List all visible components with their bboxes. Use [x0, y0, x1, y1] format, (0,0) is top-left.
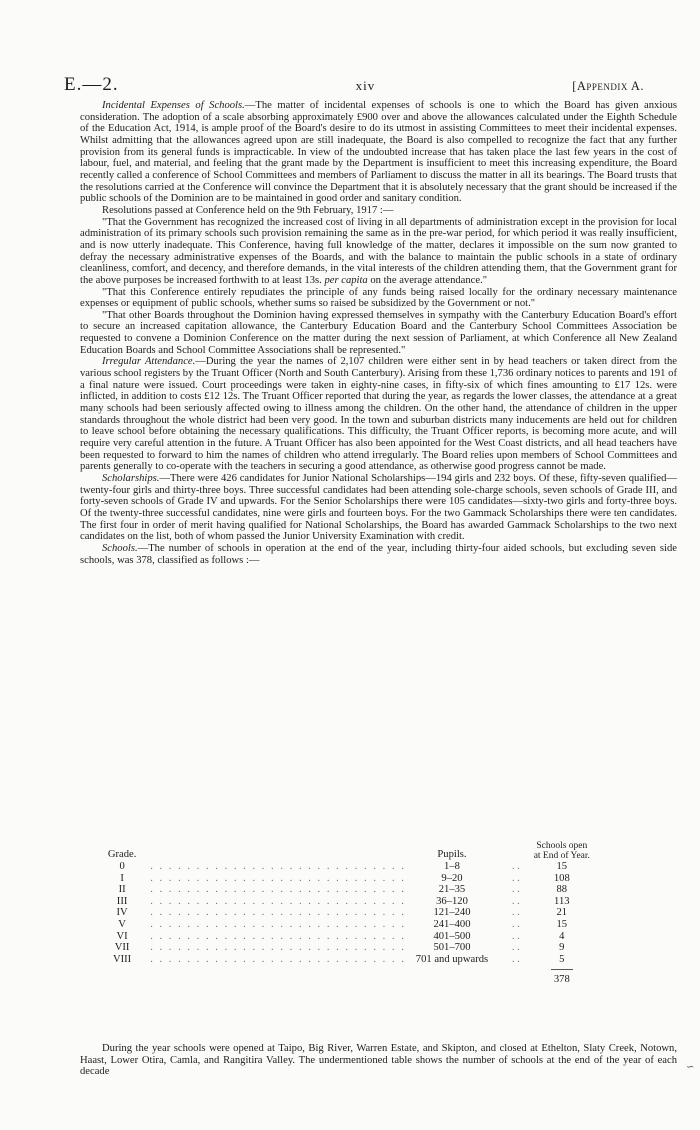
grade-row: [94, 884, 590, 896]
irregular-paragraph: [80, 356, 677, 473]
leader-dots: . . . . . . . . . . . . . . . . . . . . . . . . . . . .: [150, 953, 406, 965]
leader-dots: . . . . . . . . . . . . . . . . . . . . . . . . . . . .: [150, 918, 406, 930]
leader-dots: . .: [511, 884, 520, 896]
pupils-cell: 36–120: [436, 895, 468, 907]
pupils-cell: 1–8: [444, 861, 460, 872]
grade-row: [94, 896, 590, 908]
open-cell: 5: [559, 953, 565, 965]
pupils-cell: 21–35: [438, 884, 466, 896]
grade-cell: I: [120, 872, 124, 884]
pupils-cell: 241–400: [433, 918, 471, 930]
report-body: [80, 100, 677, 566]
report-code: E.—2.: [64, 74, 119, 95]
leader-dots: . . . . . . . . . . . . . . . . . . . . . . . . . . . .: [150, 861, 406, 872]
resolution-2: "That this Conference entirely repudiates the principle of any funds being raised locally for the ordinary necessary maintenance expenses or equipment of public schools, whether sums so raised be subsidized by the Government or not.": [80, 286, 677, 310]
scholarships-text: —There were 426 candidates for Junior National Scholarships—194 girls and 232 boys. Of these, fifty-seven qualified—twenty-four girls and thirty-three boys. Three successful candidates had been attending sole-charge schools, seven schools of Grade III, and forty-seven schools of Grade IV and upwards. For the Senior Scholarships there were 105 candidates—sixty-two girls and forty-three boys. Of the twenty-three successful candidates, nine were girls and fourteen boys. For the two Gammack Scholarships there were ten candidates. The first four in order of merit having qualified for National Scholarships, the Board has awarded Gammack Scholarships to the two next candidates on the list, both of whom passed the Junior University Examination with credit.: [80, 473, 677, 543]
open-cell: 15: [556, 861, 568, 872]
leader-dots: . . . . . . . . . . . . . . . . . . . . . . . . . . . .: [150, 884, 406, 896]
resolution-1: [80, 217, 677, 287]
resolution-1-end: on the average attendance.": [367, 274, 488, 286]
appendix-label: [Appendix A.: [572, 79, 644, 93]
grade-row: [94, 861, 590, 873]
pupils-cell: 9–20: [441, 872, 463, 884]
irregular-text: —During the year the names of 2,107 children were either sent in by head teachers or taken direct from the various school registers by the Truant Officer (North and South Canterbury). Arising from these 1,736 ordinary notices to parents and 191 of a final nature were issued. Court proceedings were taken in eighty-nine cases, in fifty-six of which fines amounting to £17 12s. were inflicted, in addition to costs £12 12s. The Truant Officer reported that during the year, as regards the lower classes, the attendance at a great many schools had been seriously affected owing to illness among the children. On the other hand, the attendance of children in the upper standards throughout the whole district had been very good. In the town and suburban districts many inducements are held out for children to leave school before obtaining the necessary qualifications. This difficulty, the Truant Officer reports, is becoming more acute, and will require very careful attention in the future. A Truant Officer has also been appointed for the West Coast districts, and all head teachers have been requested to forward to him the names of children who attend irregularly. The Board relies upon members of School Committees and parents generally to co-operate with the teachers in securing a good attendance, as otherwise good progress cannot be made.: [80, 356, 677, 473]
pupils-cell: 701 and upwards: [415, 953, 489, 965]
grade-cell: 0: [119, 861, 125, 872]
leader-dots: . . . . . . . . . . . . . . . . . . . . . . . . . . . .: [150, 930, 406, 942]
open-cell: 4: [559, 930, 565, 942]
total-rule: [551, 969, 573, 970]
leader-dots: . .: [511, 872, 520, 884]
grade-cell: VIII: [112, 953, 132, 965]
grade-cell: VI: [116, 930, 128, 942]
open-cell: 15: [556, 918, 568, 930]
closing-text: [80, 1043, 677, 1078]
grade-cell: IV: [116, 907, 128, 919]
page-number: xiv: [355, 78, 376, 93]
closing-paragraph: During the year schools were opened at Taipo, Big River, Warren Estate, and Skipton, and closed at Ethelton, Slaty Creek, Notown, Haast, Lower Otira, Camla, and Rangitira Valley. The undermentioned table shows the number of schools at the end of the year of each decade: [80, 1043, 677, 1078]
open-cell: 108: [553, 872, 570, 884]
pupils-cell: 121–240: [433, 907, 471, 919]
grade-cell: V: [118, 918, 126, 930]
incidental-paragraph: [80, 100, 677, 205]
open-header: Schools open at End of Year.: [533, 841, 590, 861]
schools-text: —The number of schools in operation at the end of the year, including thirty-four aided schools, but excluding seven side schools, was 378, classified as follows :—: [80, 542, 677, 566]
leader-dots: . .: [511, 895, 520, 907]
irregular-heading: Irregular Attendance.: [102, 356, 196, 368]
grade-cell: VII: [114, 942, 130, 954]
pupils-header: Pupils.: [437, 849, 467, 861]
pupils-cell: 501–700: [433, 942, 471, 954]
leader-dots: . .: [511, 918, 520, 930]
grade-row: [94, 907, 590, 919]
open-cell: 113: [554, 895, 570, 907]
leader-dots: . .: [511, 930, 520, 942]
page-header: [64, 74, 644, 96]
grade-header: Grade.: [107, 849, 137, 861]
resolutions-intro: Resolutions passed at Conference held on the 9th February, 1917 :—: [102, 204, 394, 216]
resolution-1-text: "That the Government has recognized the increased cost of living in all departments of administration except in the provision for local administration of its primary schools such provision remaining the same as in the pre-war period, for which period it was really insufficient, and is now utterly inadequate. This Conference, having full knowledge of the matter, declares it impossible on the sum now granted to defray the necessary administrative expenses of the Boards, and with the balance to maintain the public schools in a state of ordinary cleanliness, comfort, and decency, and therefore demands, in the vital interests of the children attending them, that the Government grant for the above purposes be increased forthwith to at least 13s.: [80, 216, 677, 286]
resolution-1-italic: per capita: [324, 274, 368, 286]
leader-dots: . . . . . . . . . . . . . . . . . . . . . . . . . . . .: [150, 942, 406, 954]
grade-table-total: [94, 965, 590, 986]
margin-mark: ∽: [686, 1062, 695, 1073]
leader-dots: . .: [511, 953, 520, 965]
total-value: 378: [553, 974, 570, 986]
leader-dots: . .: [511, 907, 520, 919]
leader-dots: . .: [511, 942, 520, 954]
pupils-cell: 401–500: [433, 930, 471, 942]
grade-table-header: [94, 841, 590, 861]
grade-row: [94, 873, 590, 885]
grade-row: [94, 942, 590, 954]
leader-dots: . . . . . . . . . . . . . . . . . . . . . . . . . . . .: [150, 872, 406, 884]
leader-dots: . .: [511, 861, 520, 872]
leader-dots: . . . . . . . . . . . . . . . . . . . . . . . . . . . .: [150, 895, 406, 907]
open-cell: 21: [556, 907, 568, 919]
incidental-heading: Incidental Expenses of Schools.: [102, 100, 245, 111]
schools-heading: Schools.: [102, 542, 138, 554]
incidental-text: —The matter of incidental expenses of schools is one to which the Board has given anxious consideration. The adoption of a scale absorbing approximately £900 over and above the allowances calculated under the Eighth Schedule of the Education Act, 1914, is ample proof of the Board's desire to do its utmost in assisting Committees to meet their incidental expenses. Whilst admitting that the allowances agreed upon are still inadequate, the Board is also compelled to recognize the fact that any further provision from its general funds is impracticable. In view of the undoubted increase that has taken place the last few years in the cost of labour, fuel, and material, and feeling that the grant made by the Department is insufficient to meet this increasing expenditure, the Board recently called a conference of School Committees and members of Parliament to discuss the matter in all its bearings. The Board trusts that the resolutions carried at the Conference will convince the Department that it is absolutely necessary that the grant should be increased if the public schools of the Dominion are to be maintained in good order and sanitary condition.: [80, 100, 678, 205]
scholarships-heading: Scholarships.: [102, 473, 160, 484]
resolution-3: "That other Boards throughout the Dominion having expressed themselves in sympathy with the Canterbury Education Board's effort to secure an increased capitation allowance, the Canterbury Education Board and the Canterbury School Committees Association be requested to convene a Dominion Conference on the matter during the next session of Parliament, at which Conference all New Zealand Education Boards and School Committee Associations shall be represented.": [80, 309, 677, 356]
grade-cell: III: [116, 895, 128, 907]
open-cell: 9: [559, 942, 565, 954]
grade-row: [94, 919, 590, 931]
leader-dots: . . . . . . . . . . . . . . . . . . . . . . . . . . . .: [150, 907, 406, 919]
schools-paragraph: [80, 543, 677, 566]
grade-row: [94, 954, 590, 966]
grade-table: [94, 841, 590, 986]
scholarships-paragraph: [80, 473, 677, 543]
open-cell: 88: [556, 884, 568, 896]
grade-cell: II: [118, 884, 126, 896]
grade-row: [94, 931, 590, 943]
